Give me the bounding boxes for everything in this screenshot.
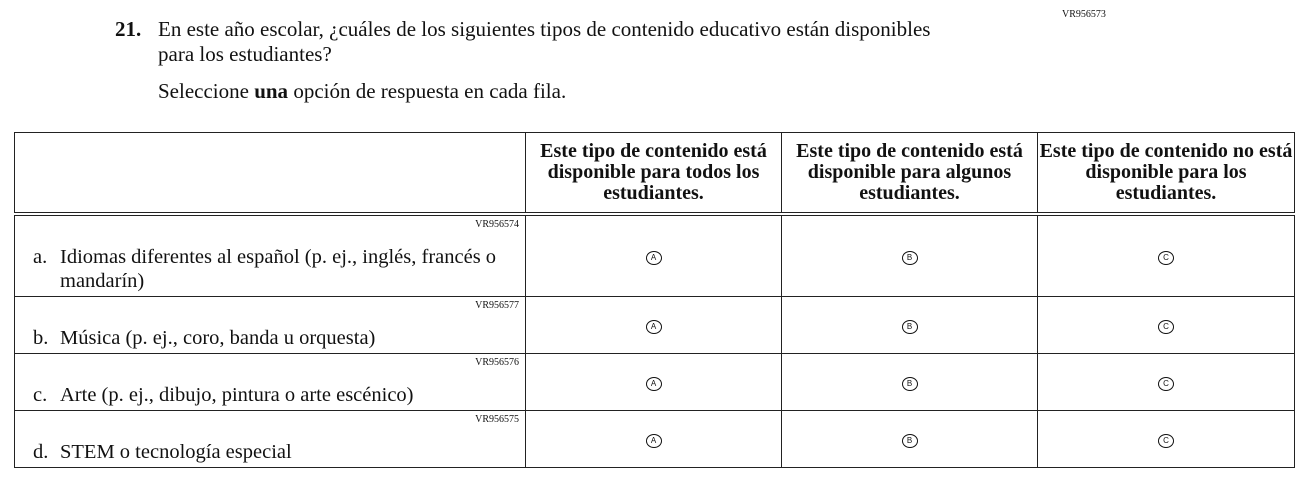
column-header-all: Este tipo de contenido está disponible para todos los estudiantes. bbox=[526, 133, 782, 215]
row-id: VR956577 bbox=[475, 300, 519, 311]
header-row bbox=[15, 133, 1295, 215]
bubble-a[interactable]: A bbox=[646, 251, 662, 265]
option-cell bbox=[526, 297, 782, 354]
column-header-none: Este tipo de contenido no está disponible para los estudiantes. bbox=[1038, 133, 1295, 215]
bubble-c[interactable]: C bbox=[1158, 434, 1174, 448]
option-cell bbox=[782, 297, 1038, 354]
option-cell bbox=[782, 214, 1038, 297]
instruction-bold: una bbox=[254, 79, 289, 103]
question-number: 21. bbox=[115, 17, 142, 41]
bubble-a[interactable]: A bbox=[646, 434, 662, 448]
question-id: VR956573 bbox=[1062, 9, 1106, 20]
table-row bbox=[15, 297, 1295, 354]
row-id: VR956574 bbox=[475, 219, 519, 230]
table-row bbox=[15, 214, 1295, 297]
option-cell bbox=[1038, 354, 1295, 411]
column-header-some: Este tipo de contenido está disponible para algunos estudiantes. bbox=[782, 133, 1038, 215]
row-label bbox=[15, 354, 526, 411]
row-id: VR956576 bbox=[475, 357, 519, 368]
row-text: Idiomas diferentes al español (p. ej., inglés, francés o mandarín) bbox=[60, 246, 497, 292]
option-cell bbox=[526, 214, 782, 297]
option-cell bbox=[526, 354, 782, 411]
bubble-b[interactable]: B bbox=[902, 251, 918, 265]
header-blank-cell bbox=[15, 133, 526, 215]
bubble-b[interactable]: B bbox=[902, 320, 918, 334]
instruction bbox=[158, 79, 566, 104]
bubble-b[interactable]: B bbox=[902, 434, 918, 448]
response-grid bbox=[14, 132, 1295, 468]
instruction-pre: Seleccione bbox=[158, 79, 255, 103]
option-cell bbox=[782, 411, 1038, 468]
row-text: Arte (p. ej., dibujo, pintura o arte escénico) bbox=[60, 384, 414, 406]
row-label bbox=[15, 411, 526, 468]
row-id: VR956575 bbox=[475, 414, 519, 425]
row-letter: b. bbox=[33, 327, 49, 349]
row-letter: d. bbox=[33, 441, 49, 463]
row-letter: c. bbox=[33, 384, 48, 406]
option-cell bbox=[1038, 411, 1295, 468]
row-label bbox=[15, 214, 526, 297]
bubble-b[interactable]: B bbox=[902, 377, 918, 391]
option-cell bbox=[1038, 214, 1295, 297]
row-text: Música (p. ej., coro, banda u orquesta) bbox=[60, 327, 376, 349]
bubble-c[interactable]: C bbox=[1158, 251, 1174, 265]
row-text: STEM o tecnología especial bbox=[60, 441, 292, 463]
table-row bbox=[15, 354, 1295, 411]
bubble-c[interactable]: C bbox=[1158, 377, 1174, 391]
table-row bbox=[15, 411, 1295, 468]
option-cell bbox=[1038, 297, 1295, 354]
row-letter: a. bbox=[33, 246, 48, 268]
bubble-a[interactable]: A bbox=[646, 320, 662, 334]
bubble-c[interactable]: C bbox=[1158, 320, 1174, 334]
option-cell bbox=[526, 411, 782, 468]
instruction-post: opción de respuesta en cada fila. bbox=[288, 79, 567, 103]
bubble-a[interactable]: A bbox=[646, 377, 662, 391]
option-cell bbox=[782, 354, 1038, 411]
row-label bbox=[15, 297, 526, 354]
question-text: En este año escolar, ¿cuáles de los siguientes tipos de contenido educativo están disponibles para los estudiantes? bbox=[158, 17, 931, 66]
